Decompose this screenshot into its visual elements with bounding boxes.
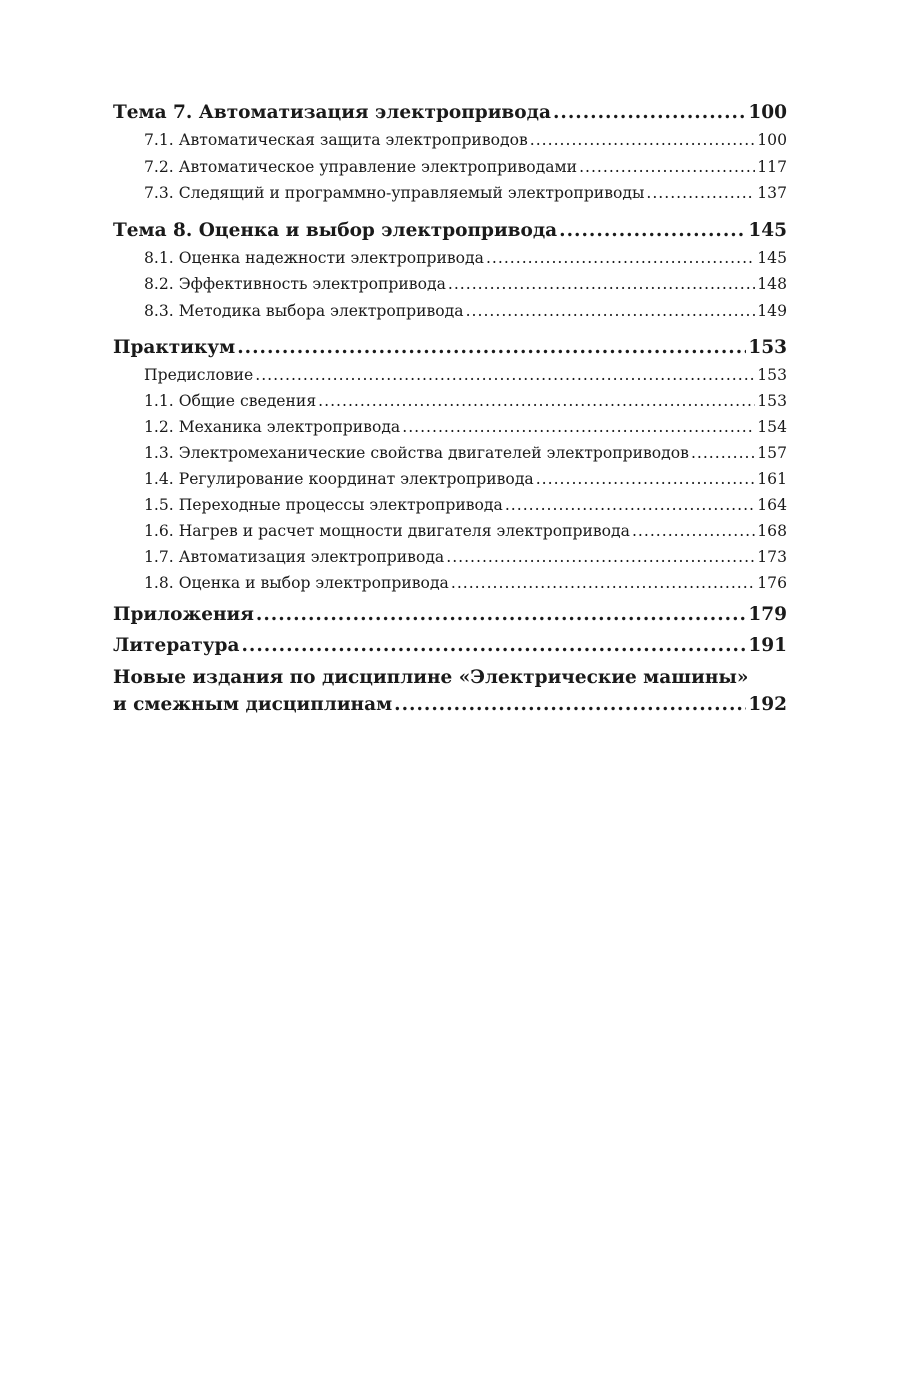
dot-leader (536, 466, 756, 492)
toc-subentry[interactable] (113, 414, 787, 440)
dot-leader (646, 180, 755, 207)
toc-entry-title-line1: Новые издания по дисциплине «Электрические машины» (113, 667, 749, 688)
toc-subentry[interactable] (113, 388, 787, 414)
toc-subentry-page: 173 (757, 548, 787, 566)
toc-entry-new-editions[interactable] (113, 664, 787, 718)
dot-leader (451, 570, 755, 596)
toc-entry-topic7[interactable] (113, 98, 787, 127)
dot-leader (579, 154, 755, 181)
dot-leader (318, 388, 755, 414)
toc-subentry[interactable] (113, 570, 787, 596)
toc-subentry-page: 153 (757, 392, 787, 410)
toc-subentry-page: 100 (757, 131, 787, 149)
dot-leader (255, 362, 755, 388)
toc-subentry[interactable] (113, 440, 787, 466)
dot-leader (237, 333, 746, 362)
toc-entry-title: Тема 8. Оценка и выбор электропривода (113, 219, 558, 241)
toc-subentry-title: 8.1. Оценка надежности электропривода (144, 248, 484, 267)
toc-subentry-title: 8.2. Эффективность электропривода (144, 275, 446, 293)
toc-subentry-page: 149 (757, 301, 787, 320)
toc-subentry-page: 137 (757, 184, 787, 202)
toc-entry-title: Приложения (113, 604, 254, 625)
toc-subentry[interactable] (113, 180, 787, 207)
toc-entry-title: Практикум (113, 337, 236, 358)
toc-subentry-title: 1.8. Оценка и выбор электропривода (144, 574, 449, 592)
toc-entry-practicum[interactable] (113, 333, 787, 362)
toc-subentry-title: 1.7. Автоматизация электропривода (144, 548, 445, 566)
toc-subentry-title: 8.3. Методика выбора электропривода (144, 301, 464, 320)
toc-subentry[interactable] (113, 245, 787, 272)
toc-subentry-title: 1.3. Электромеханические свойства двигателей электроприводов (144, 444, 689, 462)
dot-leader (241, 631, 746, 660)
dot-leader (402, 414, 755, 440)
dot-leader (394, 691, 746, 718)
toc-entry-page: 153 (748, 337, 787, 358)
toc-entry-page: 192 (748, 694, 787, 715)
toc-subentry-page: 164 (757, 496, 787, 514)
toc-subentry[interactable] (113, 362, 787, 388)
toc-subentry-page: 117 (757, 157, 787, 176)
toc-entry-page: 179 (748, 604, 787, 625)
toc-subentry[interactable] (113, 518, 787, 544)
table-of-contents (113, 98, 787, 718)
dot-leader (530, 127, 755, 154)
toc-subentry-title: 1.2. Механика электропривода (144, 418, 401, 436)
dot-leader (448, 271, 755, 298)
toc-entry-literature[interactable] (113, 631, 787, 660)
toc-subentry[interactable] (113, 298, 787, 325)
dot-leader (466, 298, 756, 325)
dot-leader (553, 98, 746, 127)
dot-leader (486, 245, 755, 272)
toc-subentry-page: 148 (757, 275, 787, 293)
toc-subentry-title: 7.1. Автоматическая защита электроприводов (144, 131, 528, 149)
toc-subentry[interactable] (113, 127, 787, 154)
dot-leader (446, 544, 755, 570)
toc-subentry-title: 1.5. Переходные процессы электропривода (144, 496, 503, 514)
toc-subentry-page: 154 (757, 418, 787, 436)
toc-subentry-page: 168 (757, 522, 787, 540)
dot-leader (691, 440, 755, 466)
dot-leader (632, 518, 755, 544)
dot-leader (256, 600, 746, 629)
toc-subentry-title: 7.3. Следящий и программно-управляемый электроприводы (144, 184, 645, 202)
toc-subentry-title: 1.4. Регулирование координат электропривода (144, 470, 534, 488)
toc-subentry-title: 7.2. Автоматическое управление электроприводами (144, 157, 578, 176)
dot-leader (559, 216, 746, 245)
toc-subentry-page: 161 (757, 470, 787, 488)
toc-entry-title: Тема 7. Автоматизация электропривода (113, 102, 551, 123)
toc-subentry[interactable] (113, 492, 787, 518)
toc-subentry[interactable] (113, 466, 787, 492)
dot-leader (505, 492, 755, 518)
toc-subentry[interactable] (113, 154, 787, 181)
toc-subentry-title: 1.1. Общие сведения (144, 392, 317, 410)
toc-subentry-page: 176 (757, 574, 787, 592)
toc-subentry-page: 157 (757, 444, 787, 462)
toc-entry-page: 145 (748, 219, 787, 241)
toc-entry-page: 100 (748, 102, 787, 123)
toc-subentry-title: 1.6. Нагрев и расчет мощности двигателя электропривода (144, 522, 630, 540)
toc-entry-topic8[interactable] (113, 216, 787, 245)
toc-subentry[interactable] (113, 271, 787, 298)
toc-entry-title-line2: и смежным дисциплинам (113, 694, 393, 715)
toc-subentry-title: Предисловие (144, 366, 254, 384)
toc-subentry-page: 145 (757, 248, 787, 267)
toc-entry-appendices[interactable] (113, 600, 787, 629)
toc-entry-title: Литература (113, 635, 240, 656)
toc-subentry[interactable] (113, 544, 787, 570)
toc-subentry-page: 153 (757, 366, 787, 384)
toc-entry-page: 191 (748, 635, 787, 656)
